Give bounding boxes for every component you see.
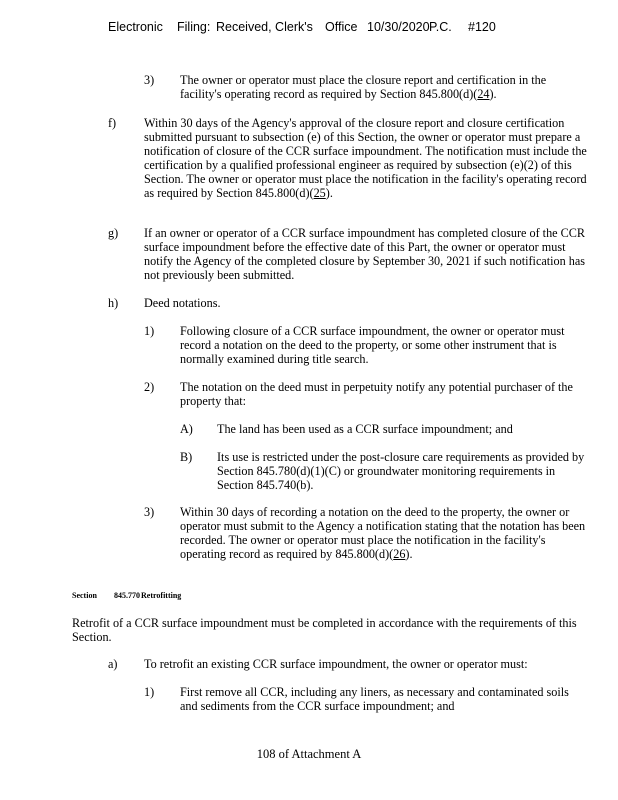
item-g-label: g) [108,226,119,240]
section-title: Retrofitting [141,591,182,600]
header-number: #120 [468,20,496,34]
item-f-end: ). [325,186,333,200]
section-label: Section [72,591,97,600]
item-h2-text: The notation on the deed must in perpetuity notify any potential purchaser of the property that: [180,380,573,408]
item-e3-end: ). [489,87,497,101]
retrofit-intro: Retrofit of a CCR surface impoundment must be completed in accordance with the requirements of this Section. [72,616,577,644]
item-h3-label: 3) [144,505,155,519]
item-e3-tail: 24 [477,87,490,101]
item-h2-label: 2) [144,380,155,394]
item-h3-tail: 26 [393,547,406,561]
item-ra-label: a) [108,657,118,671]
item-f-text [144,116,588,200]
header-date: 10/30/2020 [367,20,430,34]
item-ra-text: To retrofit an existing CCR surface impoundment, the owner or operator must: [144,657,528,671]
header-office: Office [325,20,358,34]
item-h-label: h) [108,296,119,310]
header-filing: Filing: [177,20,211,34]
item-f-tail: 25 [313,186,326,200]
section-number: 845.770 [114,591,140,600]
item-h3-end: ). [405,547,413,561]
item-ra1-text: First remove all CCR, including any liners, as necessary and contaminated soils and sediments from the CCR surface impoundment; and [180,685,569,713]
item-h-text: Deed notations. [144,296,221,310]
item-e3-text [180,73,588,101]
item-h2b-text: Its use is restricted under the post-closure care requirements as provided by Section 845.780(d)(1)(C) or groundwater monitoring requirements in Section 845.740(b). [217,450,585,492]
item-e3-label: 3) [144,73,155,87]
item-h2a-text: The land has been used as a CCR surface impoundment; and [217,422,513,436]
item-h1-label: 1) [144,324,155,338]
item-h3-text [180,505,588,561]
item-h3-body: Within 30 days of recording a notation on the deed to the property, the owner or operator must submit to the Agency a notification stating that the notation has been recorded. The owner or operator must place the notification in the facility's operating record as required by 845.800(d)( [180,505,586,561]
item-g-text: If an owner or operator of a CCR surface impoundment has completed closure of the CCR surface impoundment before the effective date of this Part, the owner or operator must notify the Agency of the completed closure by September 30, 2021 if such notification has not previously been submitted. [144,226,586,282]
item-e3-body: The owner or operator must place the closure report and certification in the facility's operating record as required by Section 845.800(d)( [180,73,547,101]
item-h2a-label: A) [180,422,193,436]
item-f-body: Within 30 days of the Agency's approval of the closure report and closure certification submitted pursuant to subsection (e) of this Section, the owner or operator must prepare a notification of closure of the CCR surface impoundment. The notification must include the certification by a qualified professional engineer as required by subsection (e)(2) of this Section. The owner or operator must place the notification in the facility's operating record as required by Section 845.800(d)( [144,116,587,200]
item-h1-text: Following closure of a CCR surface impoundment, the owner or operator must record a notation on the deed to the property, or some other instrument that is normally examined during title search. [180,324,565,366]
item-ra1-label: 1) [144,685,155,699]
header-received: Received, Clerk's [216,20,313,34]
page-footer: 108 of Attachment A [256,747,362,761]
header-electronic: Electronic [108,20,163,34]
item-h2b-label: B) [180,450,193,464]
header-pc: P.C. [429,20,452,34]
item-f-label: f) [108,116,117,130]
